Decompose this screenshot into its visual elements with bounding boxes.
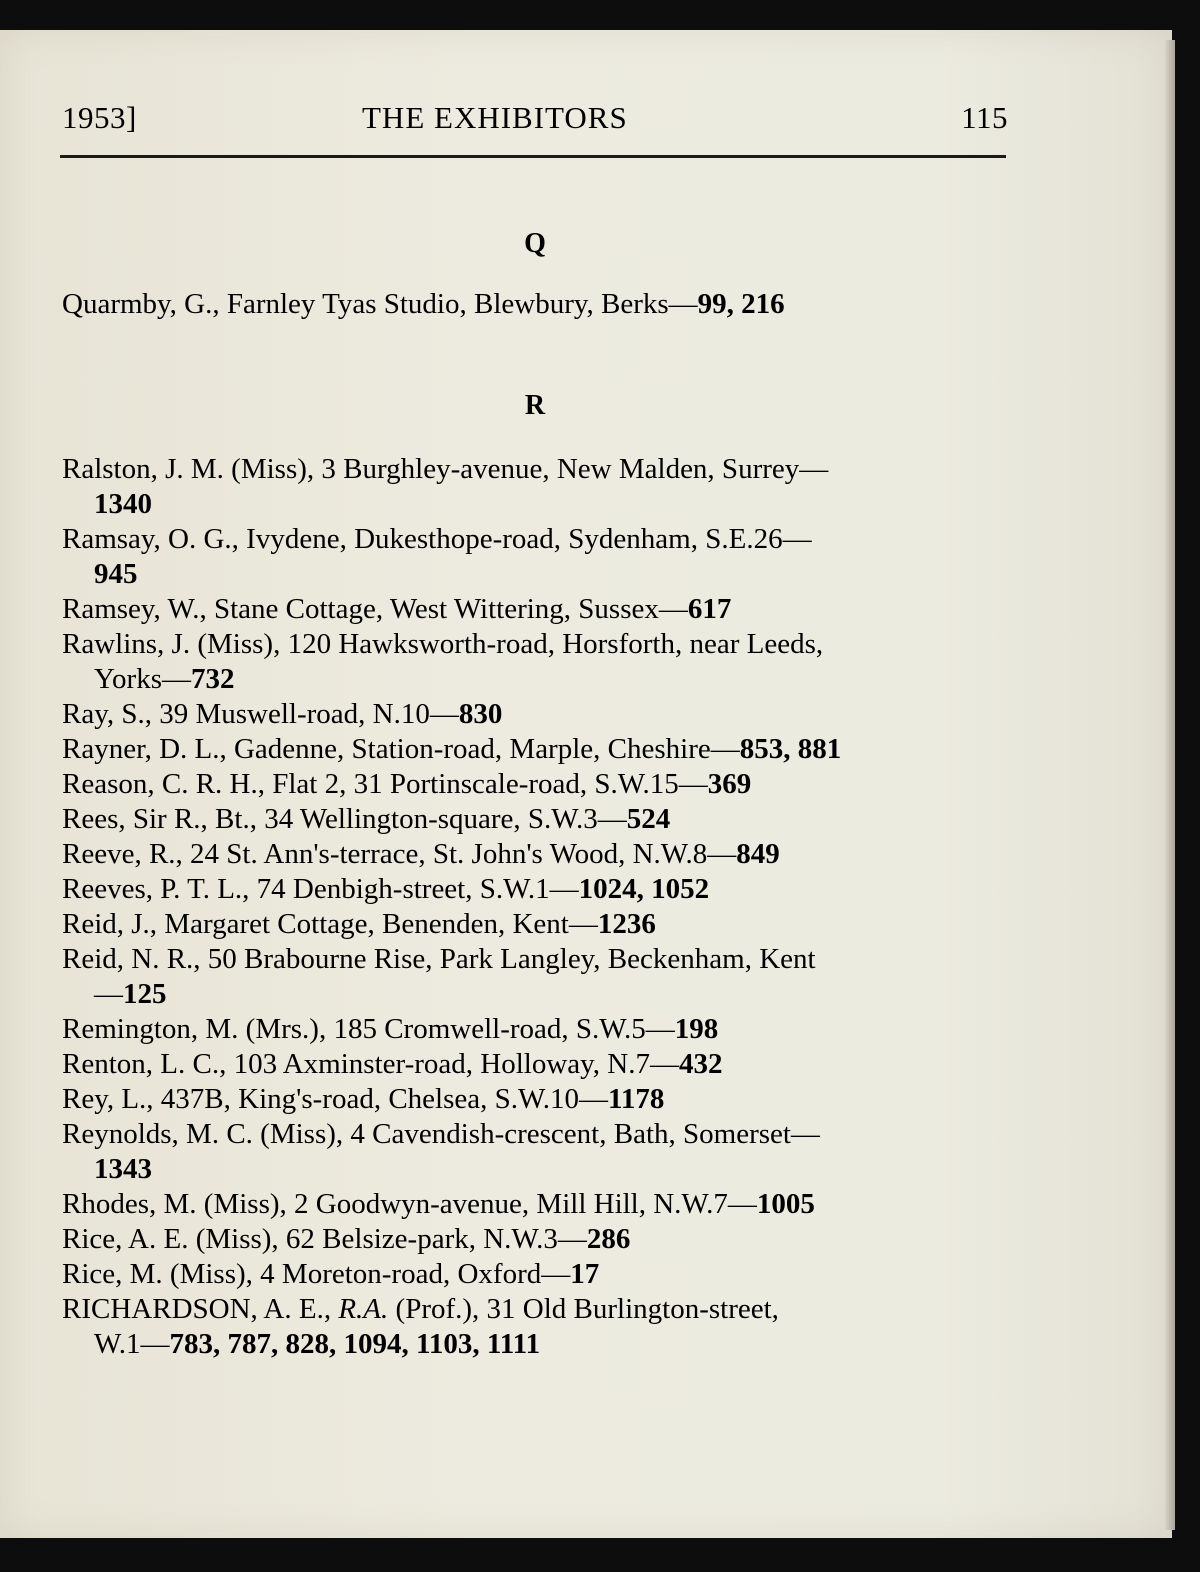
entry: Quarmby, G., Farnley Tyas Studio, Blewbury, Berks—99, 216 bbox=[62, 288, 785, 320]
section-letter-q: Q bbox=[524, 228, 546, 259]
entry: Reynolds, M. C. (Miss), 4 Cavendish-crescent, Bath, Somerset— 1343 bbox=[62, 1118, 820, 1185]
entry: Ray, S., 39 Muswell-road, N.10—830 bbox=[62, 698, 503, 730]
entry: Reason, C. R. H., Flat 2, 31 Portinscale-road, S.W.15—369 bbox=[62, 768, 752, 800]
entry: Ralston, J. M. (Miss), 3 Burghley-avenue, New Malden, Surrey— 1340 bbox=[62, 453, 829, 520]
entry: Rice, M. (Miss), 4 Moreton-road, Oxford—17 bbox=[62, 1258, 600, 1290]
entry: Renton, L. C., 103 Axminster-road, Holloway, N.7—432 bbox=[62, 1048, 723, 1080]
entry: Reeves, P. T. L., 74 Denbigh-street, S.W.1—1024, 1052 bbox=[62, 873, 710, 905]
header-title: THE EXHIBITORS bbox=[362, 100, 628, 135]
header-rule bbox=[60, 155, 1006, 158]
header-year: 1953] bbox=[62, 100, 137, 135]
entry: Rees, Sir R., Bt., 34 Wellington-square, S.W.3—524 bbox=[62, 803, 671, 835]
running-header bbox=[62, 100, 1008, 160]
entry: Remington, M. (Mrs.), 185 Cromwell-road, S.W.5—198 bbox=[62, 1013, 719, 1045]
section-letter-r: R bbox=[524, 390, 546, 421]
entry: Ramsey, W., Stane Cottage, West Wittering, Sussex—617 bbox=[62, 593, 732, 625]
entry: Rice, A. E. (Miss), 62 Belsize-park, N.W.3—286 bbox=[62, 1223, 631, 1255]
entry: Reid, N. R., 50 Brabourne Rise, Park Langley, Beckenham, Kent —125 bbox=[62, 943, 816, 1010]
page-number: 115 bbox=[961, 100, 1008, 135]
page-edge bbox=[1165, 40, 1175, 1530]
entry: Rayner, D. L., Gadenne, Station-road, Marple, Cheshire—853, 881 bbox=[62, 733, 842, 765]
entry: Ramsay, O. G., Ivydene, Dukesthope-road, Sydenham, S.E.26— 945 bbox=[62, 523, 812, 590]
entry: RICHARDSON, A. E., R.A. (Prof.), 31 Old Burlington-street, W.1—783, 787, 828, 1094, 1103, 1111 bbox=[62, 1293, 779, 1360]
entry: Reid, J., Margaret Cottage, Benenden, Kent—1236 bbox=[62, 908, 656, 940]
entry: Reeve, R., 24 St. Ann's-terrace, St. John's Wood, N.W.8—849 bbox=[62, 838, 780, 870]
entry: Rhodes, M. (Miss), 2 Goodwyn-avenue, Mill Hill, N.W.7—1005 bbox=[62, 1188, 815, 1220]
entry: Rey, L., 437B, King's-road, Chelsea, S.W.10—1178 bbox=[62, 1083, 665, 1115]
entry: Rawlins, J. (Miss), 120 Hawksworth-road, Horsforth, near Leeds, Yorks—732 bbox=[62, 628, 824, 695]
